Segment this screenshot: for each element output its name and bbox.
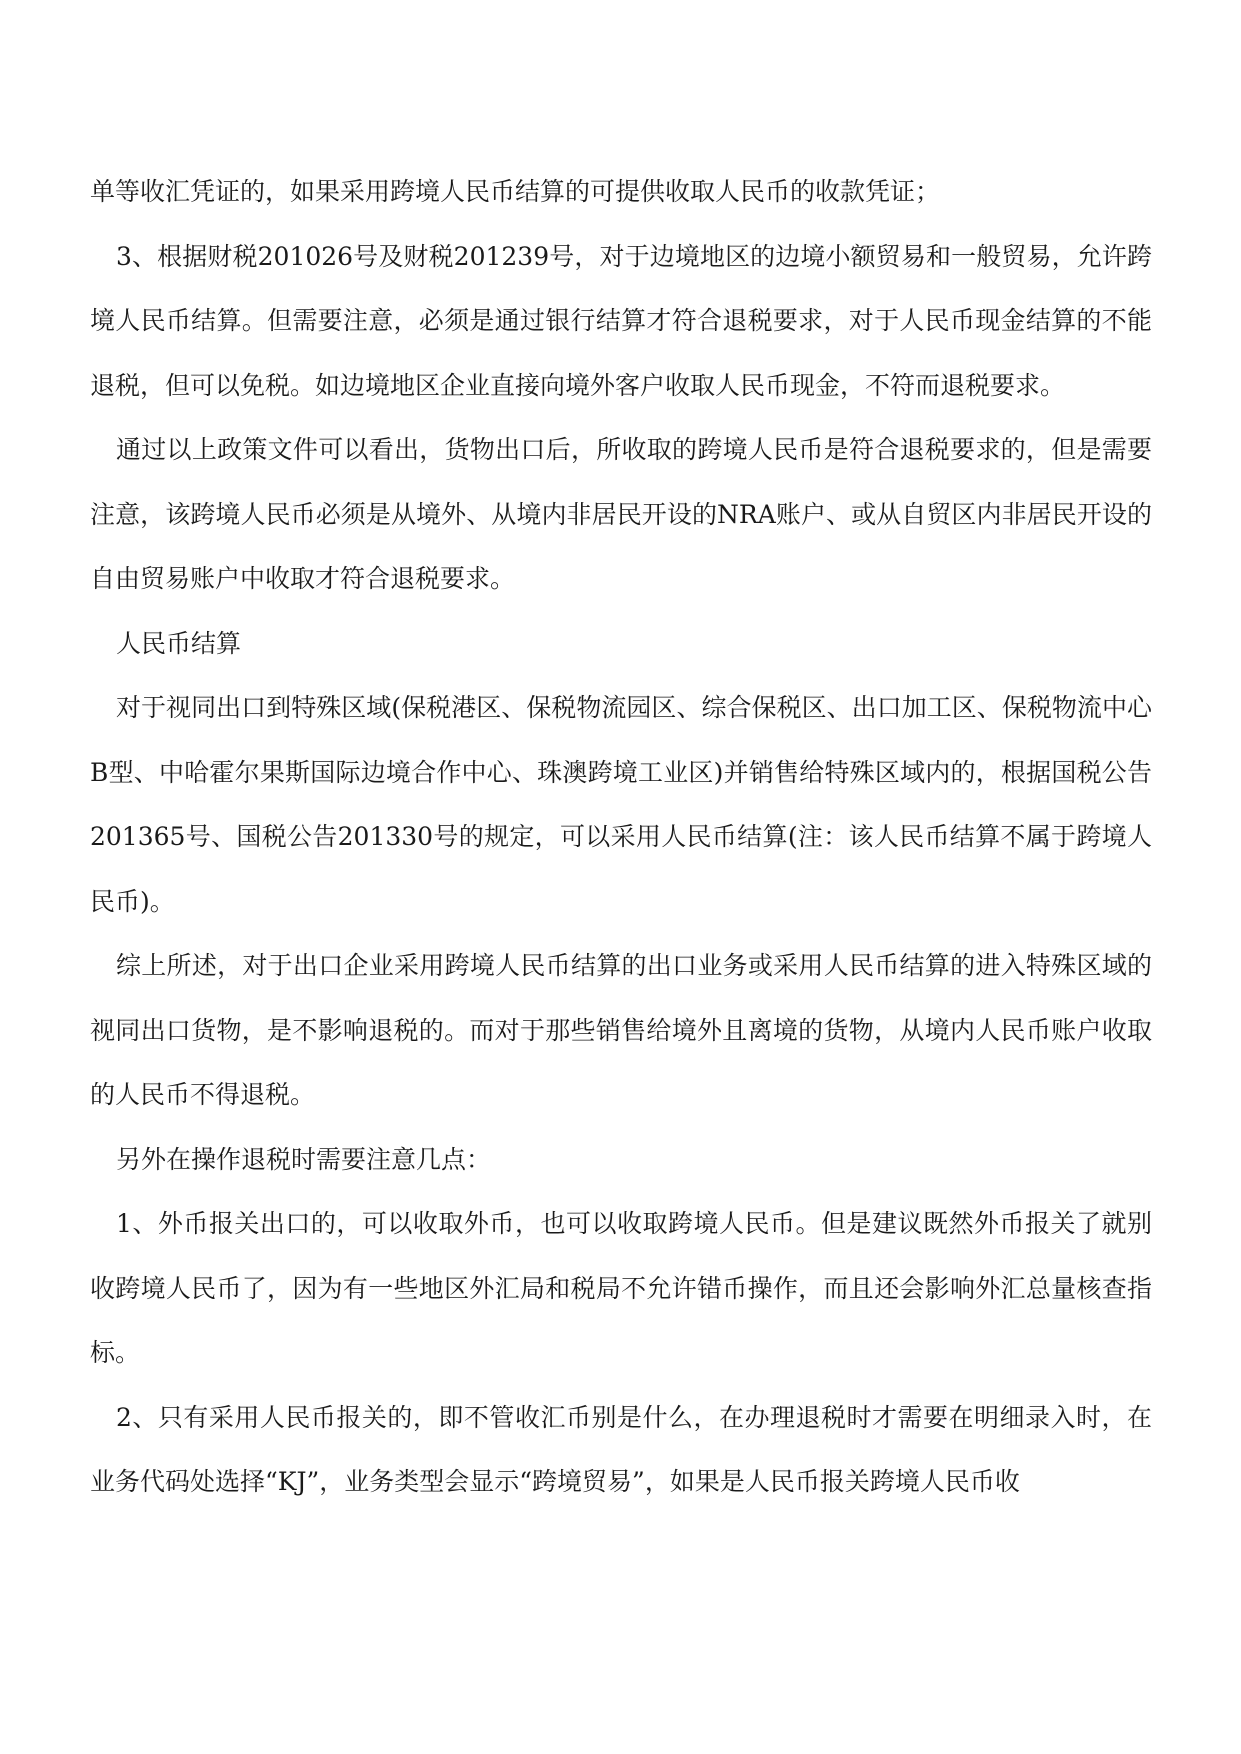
paragraph-special-zones: 对于视同出口到特殊区域(保税港区、保税物流园区、综合保税区、出口加工区、保税物流中心B型、中哈霍尔果斯国际边境合作中心、珠澳跨境工业区)并销售给特殊区域内的，根据国税公告201365号、国税公告201330号的规定，可以采用人民币结算(注：该人民币结算不属于跨境人民币)。 [90, 693, 1152, 916]
paragraph-notes-intro: 另外在操作退税时需要注意几点： [116, 1144, 492, 1174]
paragraph-conclusion: 综上所述，对于出口企业采用跨境人民币结算的出口业务或采用人民币结算的进入特殊区域的视同出口货物，是不影响退税的。而对于那些销售给境外且离境的货物，从境内人民币账户收取的人民币不得退税。 [90, 951, 1152, 1109]
section-heading-rmb-settlement: 人民币结算 [116, 628, 242, 658]
paragraph-note-2-kj-code: 2、只有采用人民币报关的，即不管收汇币别是什么，在办理退税时才需要在明细录入时，在业务代码处选择“KJ”，业务类型会显示“跨境贸易”，如果是人民币报关跨境人民币收 [90, 1402, 1152, 1496]
paragraph-note-1-foreign-currency: 1、外币报关出口的，可以收取外币，也可以收取跨境人民币。但是建议既然外币报关了就别收跨境人民币了，因为有一些地区外汇局和税局不允许错币操作，而且还会影响外汇总量核查指标。 [90, 1209, 1152, 1367]
paragraph-policy-summary: 通过以上政策文件可以看出，货物出口后，所收取的跨境人民币是符合退税要求的，但是需要注意，该跨境人民币必须是从境外、从境内非居民开设的NRA账户、或从自贸区内非居民开设的自由贸易账户中收取才符合退税要求。 [90, 435, 1152, 593]
paragraph-receipt-voucher: 单等收汇凭证的，如果采用跨境人民币结算的可提供收取人民币的收款凭证； [90, 177, 941, 206]
document-body [90, 160, 1152, 1515]
paragraph-item-3-border-trade: 3、根据财税201026号及财税201239号，对于边境地区的边境小额贸易和一般贸易，允许跨境人民币结算。但需要注意，必须是通过银行结算才符合退税要求，对于人民币现金结算的不能退税，但可以免税。如边境地区企业直接向境外客户收取人民币现金，不符而退税要求。 [90, 241, 1152, 400]
